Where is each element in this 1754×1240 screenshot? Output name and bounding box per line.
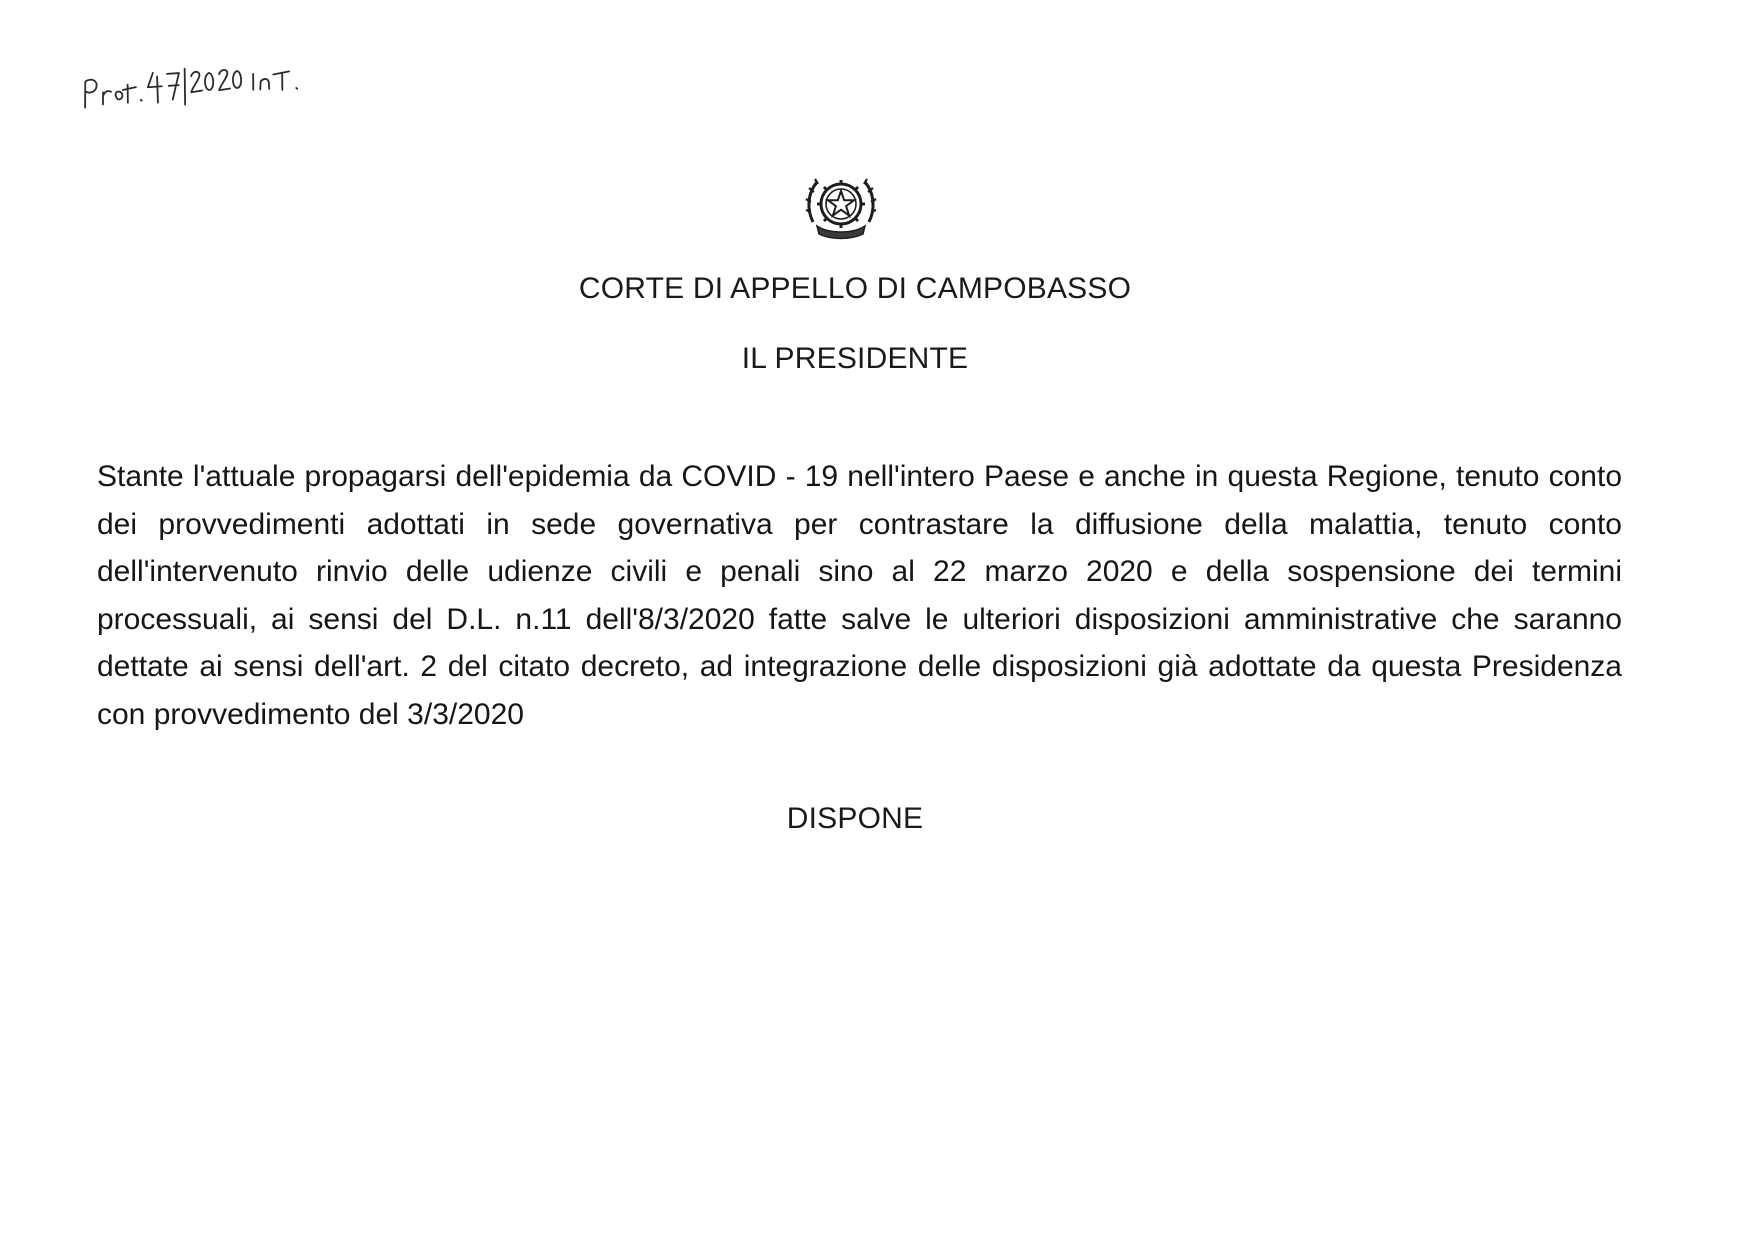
body-paragraph: Stante l'attuale propagarsi dell'epidemia da COVID - 19 nell'intero Paese e anche in questa Regione, tenuto conto dei provvedimenti adottati in sede governativa per contrastare la diffusione della malattia, tenuto conto dell'intervenuto rinvio delle udienze civili e penali sino al 22 marzo 2020 e della sospensione dei termini processuali, ai sensi del D.L. n.11 dell'8/3/2020 fatte salve le ulteriori disposizioni amministrative che saranno dettate ai sensi dell'art. 2 del citato decreto, ad integrazione delle disposizioni già adottate da questa Presidenza con provvedimento del 3/3/2020 [97, 460, 1622, 731]
handwritten-protocol-note [78, 53, 320, 114]
court-name-heading: CORTE DI APPELLO DI CAMPOBASSO [578, 272, 1132, 305]
dispone-heading: DISPONE [786, 802, 924, 835]
italian-republic-emblem-icon [803, 168, 879, 244]
handwritten-signature-drawing [78, 53, 320, 114]
president-title: IL PRESIDENTE [741, 342, 969, 375]
